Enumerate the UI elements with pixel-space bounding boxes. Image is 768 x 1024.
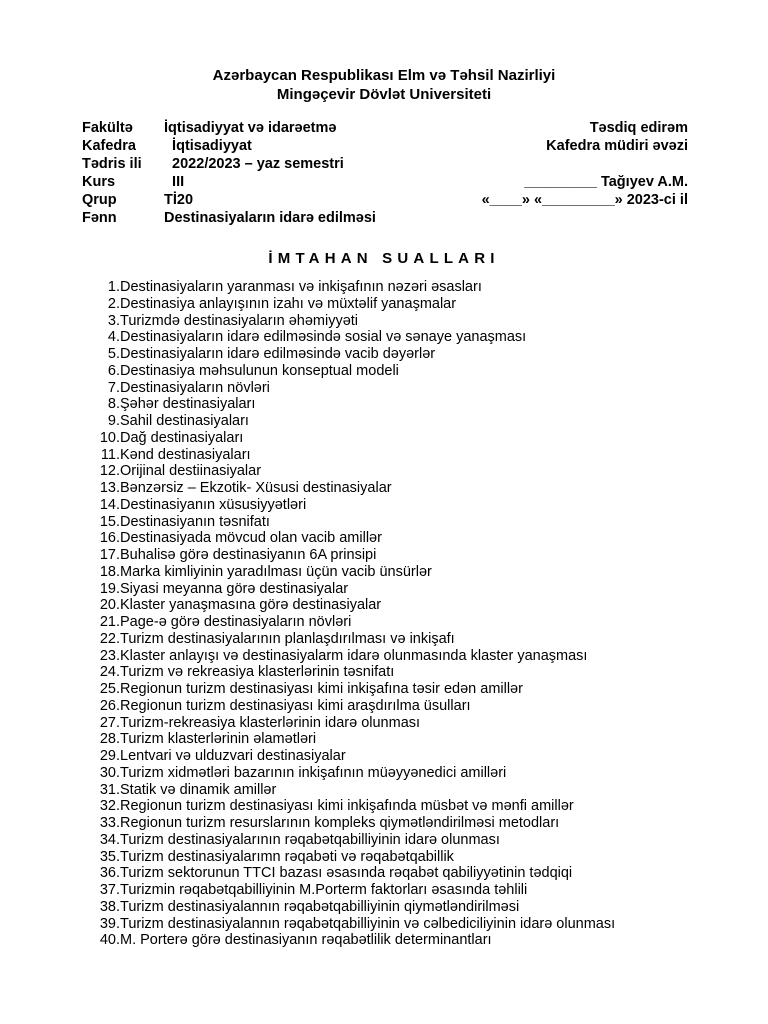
question-text: Bənzərsiz – Ekzotik- Xüsusi destinasiyalar — [120, 480, 392, 496]
meta-value: 2022/2023 – yaz semestri — [164, 156, 344, 172]
list-item — [96, 480, 615, 497]
list-item — [96, 363, 615, 380]
question-text: Page-ə görə destinasiyaların növləri — [120, 614, 352, 630]
question-number: 33. — [99, 815, 120, 831]
question-number: 13. — [99, 480, 120, 496]
list-item — [96, 296, 615, 313]
list-item — [96, 564, 615, 581]
question-text: Destinasiya məhsulunun konseptual modeli — [120, 362, 399, 379]
list-item — [96, 748, 615, 765]
question-text: Turizm xidmətləri bazarının inkişafının müəyyənedici amilləri — [120, 764, 507, 781]
list-item — [96, 346, 615, 363]
question-text: Turizm destinasiyalarımn rəqabəti və rəqabətqabillik — [120, 848, 454, 865]
list-item — [96, 698, 615, 715]
list-item — [96, 597, 615, 614]
list-item — [96, 581, 615, 598]
meta-row — [82, 137, 688, 155]
list-item — [96, 614, 615, 631]
question-number: 31. — [99, 781, 120, 798]
list-item — [96, 798, 615, 815]
meta-label: Qrup — [82, 192, 117, 208]
question-number: 11. — [100, 446, 120, 463]
list-item — [96, 664, 615, 681]
question-number: 28. — [99, 731, 120, 748]
meta-value: Tİ20 — [164, 192, 194, 208]
question-number: 15. — [99, 513, 120, 530]
question-text: Lentvari və ulduzvari destinasiyalar — [120, 748, 346, 764]
question-number: 34. — [99, 831, 120, 848]
question-text: Turizm-rekreasiya klasterlərinin idarə olunması — [120, 714, 421, 731]
question-text: Regionun turizm destinasiyası kimi araşdırılma üsulları — [120, 697, 471, 714]
list-item — [96, 882, 615, 899]
question-text: Turizm sektorunun TTCI bazası əsasında rəqabət qabiliyyətinin tədqiqi — [120, 865, 573, 882]
list-item — [96, 782, 615, 799]
list-item — [96, 430, 615, 447]
list-item — [96, 396, 615, 413]
list-item — [96, 329, 615, 346]
question-text: Sahil destinasiyaları — [120, 413, 249, 429]
question-list — [96, 279, 615, 949]
question-text: Turizm destinasiyalannın rəqabətqabilliyinin və cəlbediciliyinin idarə olunması — [120, 915, 616, 932]
meta-row — [82, 119, 688, 137]
question-number: 39. — [99, 915, 120, 932]
question-number: 10. — [99, 429, 120, 446]
question-text: Orijinal destiinasiyalar — [120, 463, 262, 480]
approval-text: Kafedra müdiri əvəzi — [546, 138, 688, 154]
meta-row — [82, 191, 688, 209]
list-item — [96, 648, 615, 665]
question-text: Turizm destinasiyalarının rəqabətqabilliyinin idarə olunması — [120, 831, 500, 848]
question-number: 8. — [107, 396, 120, 413]
meta-value: III — [164, 174, 185, 190]
question-text: Klaster yanaşmasına görə destinasiyalar — [120, 597, 382, 614]
question-text: Destinasiyaların növləri — [120, 379, 270, 396]
question-number: 14. — [99, 496, 120, 513]
meta-label: Tədris ili — [82, 156, 142, 172]
question-text: Destinasiyada mövcud olan vacib amillər — [120, 530, 382, 547]
question-number: 27. — [99, 714, 120, 731]
question-number: 35. — [99, 848, 120, 865]
list-item — [96, 380, 615, 397]
question-number: 21. — [99, 614, 120, 630]
list-item — [96, 631, 615, 648]
list-item — [96, 547, 615, 564]
approval-text: _________ Tağıyev A.M. — [524, 174, 688, 190]
question-number: 20. — [99, 597, 120, 614]
question-text: Destinasiya anlayışının izahı və müxtəlif yanaşmalar — [120, 295, 457, 312]
question-text: Statik və dinamik amillər — [120, 781, 277, 798]
question-number: 2. — [107, 295, 120, 312]
meta-value: Destinasiyaların idarə edilməsi — [164, 210, 376, 226]
list-item — [96, 681, 615, 698]
question-text: Turizm destinasiyalarının planlaşdırılması və inkişafı — [120, 630, 455, 647]
question-number: 6. — [107, 362, 120, 379]
question-number: 16. — [99, 530, 120, 547]
meta-label: Fakültə — [82, 120, 133, 136]
question-text: Turizm klasterlərinin əlamətləri — [120, 731, 317, 748]
question-text: Destinasiyaların yaranması və inkişafının nəzəri əsasları — [120, 279, 482, 295]
meta-label: Kurs — [82, 174, 116, 190]
question-text: Turizm destinasiyalannın rəqabətqabilliyinin qiymətləndirilməsi — [120, 898, 520, 915]
document-header — [0, 66, 768, 104]
list-item — [96, 832, 615, 849]
question-number: 22. — [99, 630, 120, 647]
list-item — [96, 765, 615, 782]
question-number: 12. — [99, 463, 120, 480]
question-text: Dağ destinasiyaları — [120, 429, 244, 446]
question-number: 29. — [99, 748, 120, 764]
list-item — [96, 313, 615, 330]
question-text: Destinasiyanın təsnifatı — [120, 513, 270, 530]
question-text: Marka kimliyinin yaradılması üçün vacib ünsürlər — [120, 563, 432, 580]
question-text: M. Porterə görə destinasiyanın rəqabətlilik determinantları — [120, 932, 492, 949]
approval-text: «____» «_________» 2023-ci il — [481, 192, 688, 208]
list-item — [96, 731, 615, 748]
question-text: Turizmin rəqabətqabilliyinin M.Porterm faktorları əsasında təhlili — [120, 882, 528, 898]
meta-label: Kafedra — [82, 138, 136, 154]
question-text: Turizmdə destinasiyaların əhəmiyyəti — [120, 312, 359, 329]
question-number: 18. — [99, 563, 120, 580]
question-number: 32. — [99, 798, 120, 815]
list-item — [96, 463, 615, 480]
question-text: Kənd destinasiyaları — [120, 446, 251, 463]
university-name: Mingəçevir Dövlət Universiteti — [276, 86, 492, 103]
question-number: 23. — [99, 647, 120, 664]
question-text: Destinasiyaların idarə edilməsində vacib dəyərlər — [120, 346, 436, 362]
question-number: 40. — [99, 932, 120, 949]
question-number: 24. — [99, 664, 120, 681]
exam-title: İMTAHAN SUALLARI — [268, 250, 500, 267]
question-number: 36. — [99, 865, 120, 882]
list-item — [96, 514, 615, 531]
question-number: 7. — [107, 379, 120, 396]
meta-label: Fənn — [82, 210, 117, 226]
question-text: Buhalisə görə destinasiyanın 6A prinsipi — [120, 547, 377, 563]
document-meta — [82, 119, 688, 227]
question-number: 17. — [99, 547, 120, 563]
approval-text: Təsdiq edirəm — [589, 120, 688, 136]
question-text: Regionun turizm resurslarının kompleks qiymətləndirilməsi metodları — [120, 815, 560, 831]
question-number: 26. — [99, 697, 120, 714]
question-number: 30. — [99, 764, 120, 781]
question-number: 38. — [99, 898, 120, 915]
list-item — [96, 715, 615, 732]
question-number: 9. — [107, 413, 120, 429]
question-text: Regionun turizm destinasiyası kimi inkişafında müsbət və mənfi amillər — [120, 798, 574, 815]
list-item — [96, 447, 615, 464]
question-text: Destinasiyaların idarə edilməsində sosial və sənaye yanaşması — [120, 329, 527, 346]
ministry-name: Azərbaycan Respublikası Elm və Təhsil Nazirliyi — [212, 67, 556, 84]
list-item — [96, 849, 615, 866]
question-text: Siyasi meyanna görə destinasiyalar — [120, 580, 349, 597]
question-number: 4. — [107, 329, 120, 346]
question-text: Klaster anlayışı və destinasiyalarm idarə olunmasında klaster yanaşması — [120, 647, 588, 664]
meta-row — [82, 209, 688, 227]
question-number: 3. — [107, 312, 120, 329]
list-item — [96, 916, 615, 933]
list-item — [96, 413, 615, 430]
meta-value: İqtisadiyyat — [164, 138, 252, 154]
meta-value: İqtisadiyyat və idarəetmə — [164, 120, 337, 136]
meta-row — [82, 155, 688, 173]
question-text: Turizm və rekreasiya klasterlərinin təsnifatı — [120, 664, 395, 681]
question-text: Şəhər destinasiyaları — [120, 396, 256, 413]
question-number: 5. — [107, 346, 120, 362]
question-text: Regionun turizm destinasiyası kimi inkişafına təsir edən amillər — [120, 681, 523, 697]
question-number: 19. — [99, 580, 120, 597]
list-item — [96, 279, 615, 296]
list-item — [96, 530, 615, 547]
meta-row — [82, 173, 688, 191]
question-number: 37. — [99, 882, 120, 898]
list-item — [96, 899, 615, 916]
question-number: 25. — [99, 681, 120, 697]
list-item — [96, 815, 615, 832]
question-text: Destinasiyanın xüsusiyyətləri — [120, 496, 307, 513]
list-item — [96, 497, 615, 514]
list-item — [96, 932, 615, 949]
question-number: 1. — [107, 279, 120, 295]
list-item — [96, 865, 615, 882]
